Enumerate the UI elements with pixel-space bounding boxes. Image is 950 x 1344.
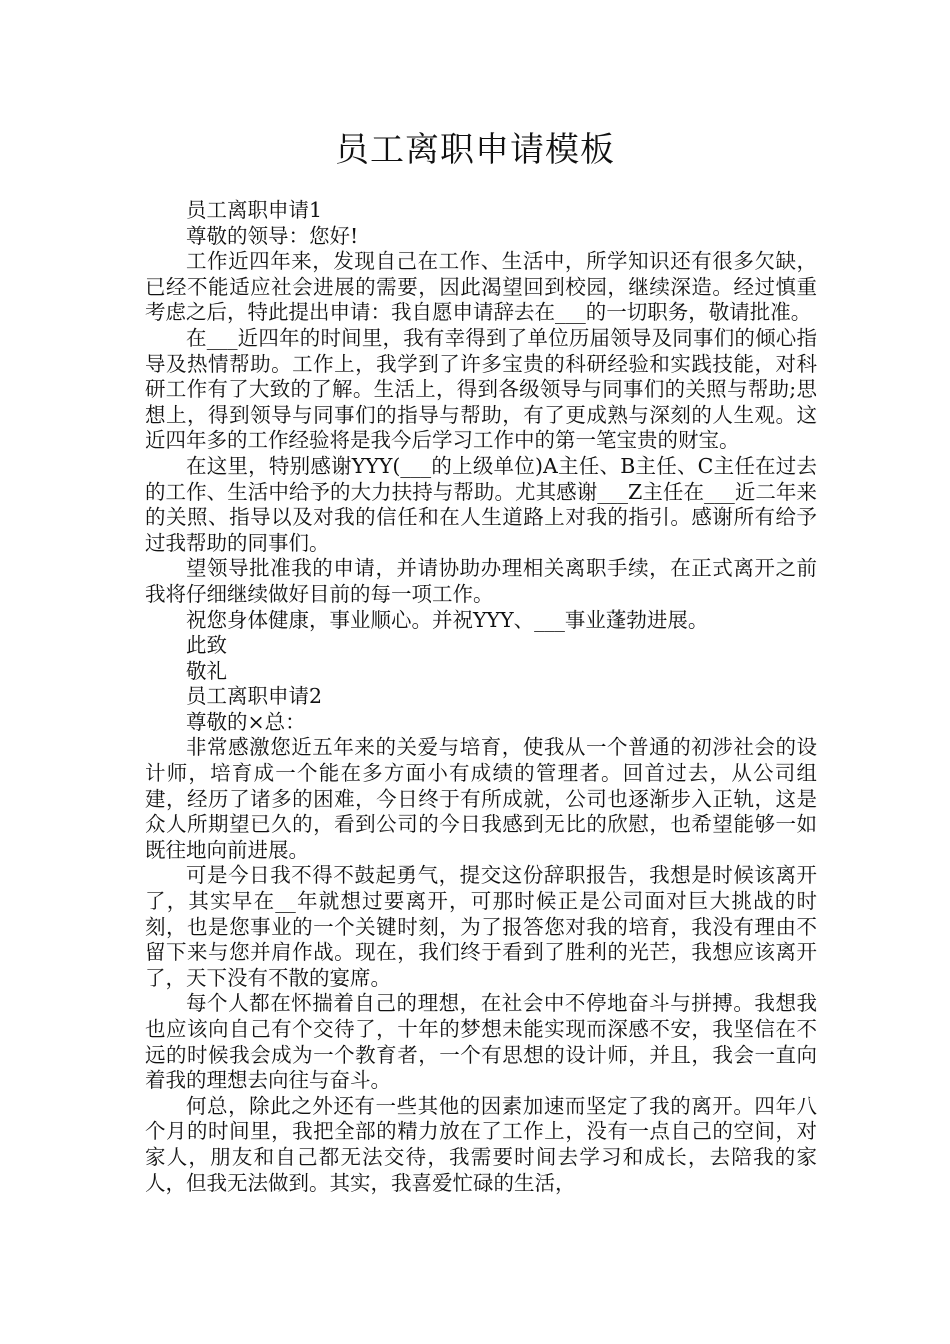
paragraph: 非常感激您近五年来的关爱与培育，使我从一个普通的初涉社会的设计师，培育成一个能在多方面小有成绩的管理者。回首过去，从公司组建，经历了诸多的困难，今日终于有所成就，公司也逐渐步入正轨，这是众人所期望已久的，看到公司的今日我感到无比的欣慰，也希望能够一如既往地向前进展。 (145, 735, 817, 862)
paragraph: 工作近四年来，发现自己在工作、生活中，所学知识还有很多欠缺，已经不能适应社会进展的需要，因此渴望回到校园，继续深造。经过慎重考虑之后，特此提出申请：我自愿申请辞去在___的一切职务，敬请批准。 (145, 249, 817, 325)
paragraph: 每个人都在怀揣着自己的理想，在社会中不停地奋斗与拼搏。我想我也应该向自己有个交待了，十年的梦想未能实现而深感不安，我坚信在不远的时候我会成为一个教育者，一个有思想的设计师，并且，我会一直向着我的理想去向往与奋斗。 (145, 991, 817, 1093)
closing-line: 敬礼 (186, 658, 227, 683)
paragraph: 何总，除此之外还有一些其他的因素加速而坚定了我的离开。四年八个月的时间里，我把全部的精力放在了工作上，没有一点自己的空间，对家人，朋友和自己都无法交待，我需要时间去学习和成长，去陪我的家人，但我无法做到。其实，我喜爱忙碌的生活， (145, 1093, 817, 1195)
salutation-1: 尊敬的领导：您好! (186, 223, 359, 248)
document-body (145, 198, 817, 1196)
section-heading-2: 员工离职申请2 (186, 684, 323, 709)
salutation-2: 尊敬的×总： (186, 709, 306, 734)
paragraph: 望领导批准我的申请，并请协助办理相关离职手续，在正式离开之前我将仔细继续做好目前的每一项工作。 (145, 556, 817, 606)
paragraph: 在___近四年的时间里，我有幸得到了单位历届领导及同事们的倾心指导及热情帮助。工作上，我学到了许多宝贵的科研经验和实践技能，对科研工作有了大致的了解。生活上，得到各级领导与同事们的关照与帮助;思想上，得到领导与同事们的指导与帮助，有了更成熟与深刻的人生观。这近四年多的工作经验将是我今后学习工作中的第一笔宝贵的财宝。 (145, 325, 817, 453)
paragraph: 祝您身体健康，事业顺心。并祝YYY、___事业蓬勃进展。 (186, 607, 709, 632)
closing-line: 此致 (186, 633, 227, 658)
document-title: 员工离职申请模板 (335, 130, 615, 170)
paragraph: 可是今日我不得不鼓起勇气，提交这份辞职报告，我想是时候该离开了，其实早在__年就想过要离开，可那时候正是公司面对巨大挑战的时刻，也是您事业的一个关键时刻，为了报答您对我的培育，我没有理由不留下来与您并肩作战。现在，我们终于看到了胜利的光芒，我想应该离开了，天下没有不散的宴席。 (145, 863, 817, 990)
paragraph: 在这里，特别感谢YYY(___的上级单位)A主任、B主任、C主任在过去的工作、生活中给予的大力扶持与帮助。尤其感谢___Z主任在___近二年来的关照、指导以及对我的信任和在人生道路上对我的指引。感谢所有给予过我帮助的同事们。 (145, 453, 817, 555)
section-heading-1: 员工离职申请1 (186, 198, 323, 222)
